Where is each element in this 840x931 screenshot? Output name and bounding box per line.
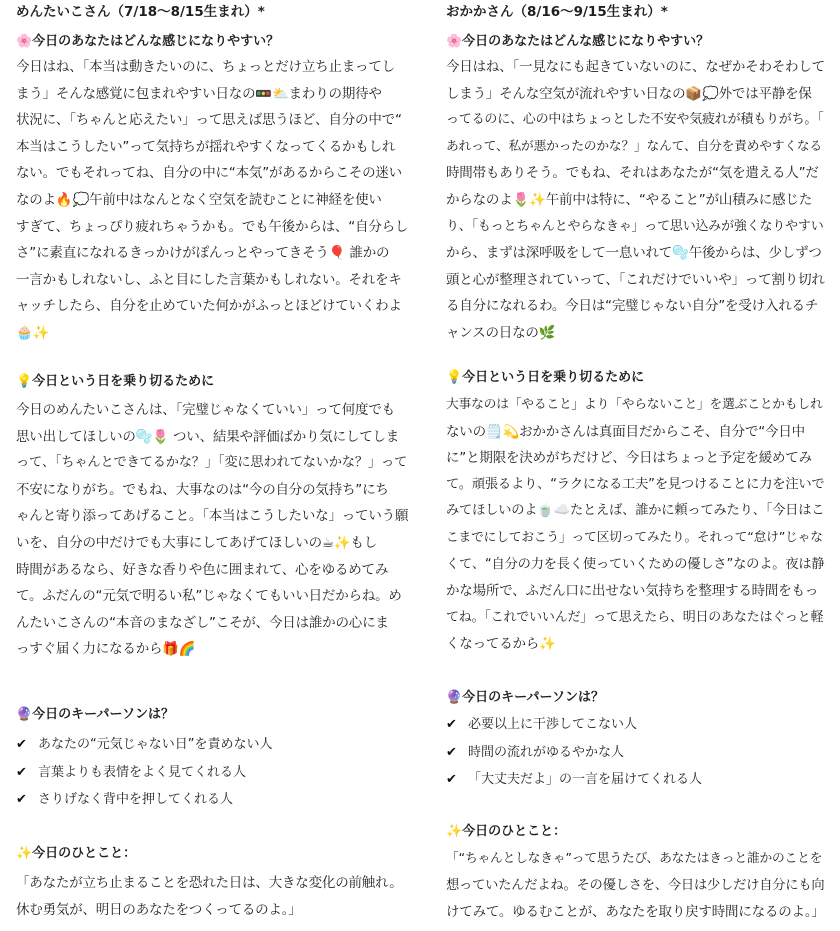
text-line: り、「もっとちゃんとやらなきゃ」って思い込みが強くなりやすい — [446, 218, 824, 234]
text-line: くなってるから✨ — [446, 636, 556, 653]
text-line: ャッチしたら、自分を止めていた何かがふっとほどけていくわよ — [16, 298, 402, 315]
text-line: ゃんと寄り添ってあげること。「本当はこうしたいな」っていう願 — [16, 508, 409, 525]
text-line: 時間があるなら、好きな香りや色に囲まれて、心をゆるめてみ — [16, 561, 389, 578]
text-line: あれって、私が悪かったのかな？」なんて、自分を責めやすくなる — [446, 138, 822, 154]
text-line: からなのよ🌷✨午前中は特に、“やること”が山積みに感じた — [446, 191, 813, 208]
section-heading-tips: 💡今日という日を乗り切るために — [16, 374, 215, 389]
text-line: みてほしいのよ🍵☁️たとえば、誰かに頼ってみたり、「今日はこ — [446, 503, 825, 519]
section-heading-keyperson: 🔮今日のキーパーソンは？ — [446, 690, 605, 705]
check-mark-icon: ✔ — [446, 744, 457, 760]
text-line: る自分になれるわ。今日は“完璧じゃない自分”を受け入れるチ — [446, 298, 819, 315]
section-body-tips — [446, 392, 828, 658]
list-item — [16, 759, 410, 787]
text-line: 想っていたんだよね。その優しさを、今日は少しだけ自分にも向 — [446, 877, 825, 893]
text-line: かな場所で、ふだん口に出せない気持ちを整理する時間をもっ — [446, 583, 819, 600]
text-line: いを、自分の中だけでも大事にしてあげてほしいの☕✨もし — [16, 534, 378, 551]
section-body-mood — [446, 54, 828, 347]
text-line: ない。でもそれってね、自分の中に“本気”があるからこその迷い — [16, 165, 402, 182]
text-line: て。ふだんの“元気で明るい私”じゃなくてもいい日だからね。め — [16, 588, 402, 605]
text-line: って、「ちゃんとできてるかな？」「変に思われてないかな？」って — [16, 455, 408, 471]
keyperson-list — [16, 731, 410, 814]
text-line: に”と期限を決めがちだけど、今日はちょっと予定を緩めてみ — [446, 450, 812, 467]
sign-title: めんたいこさん（7/18〜8/15生まれ）* — [16, 4, 265, 20]
list-item — [446, 766, 828, 794]
text-line: 一言かもしれないし、ふと目にした言葉かもしれない。それをキ — [16, 271, 402, 288]
text-line: てね。「これでいいんだ」って思えたら、明日のあなたはぐっと軽 — [446, 609, 824, 625]
list-item — [16, 786, 410, 814]
text-line: 🧁✨ — [16, 324, 50, 341]
text-line: まう」そんな感覚に包まれやすい日なの🚥⛅まわりの期待や — [16, 85, 382, 102]
keyperson-list — [446, 711, 828, 794]
section-heading-phrase: ✨今日のひとこと： — [16, 846, 137, 861]
text-line: こまでにしておこう」って区切ってみたり。それって“怠け”じゃな — [446, 529, 823, 545]
text-line: 「“ちゃんとしなきゃ”って思うたび、あなたはきっと誰かのことを — [446, 851, 823, 866]
section-heading-keyperson: 🔮今日のキーパーソンは？ — [16, 707, 175, 722]
section-body-tips — [16, 397, 410, 663]
text-line: けてみて。ゆるむことが、あなたを取り戻す時間になるのよ。」 — [446, 904, 825, 921]
check-mark-icon: ✔ — [16, 737, 27, 752]
text-line: っすぐ届く力になるから🎁🌈 — [16, 641, 196, 658]
check-mark-icon: ✔ — [16, 792, 27, 807]
text-line: しまう」そんな空気が流れやすい日なの📦💭外では平静を保 — [446, 85, 812, 102]
list-item — [446, 711, 828, 739]
check-mark-icon: ✔ — [446, 717, 457, 732]
text-line: 不安になりがち。でもね、大事なのは“今の自分の気持ち”にち — [16, 481, 389, 498]
check-mark-icon: ✔ — [16, 764, 27, 780]
list-item-text: さりげなく背中を押してくれる人 — [38, 792, 234, 807]
text-line: 今日はね、「一見なにも起きていないのに、なぜかそわそわして — [446, 59, 825, 75]
section-heading-phrase: ✨今日のひとこと： — [446, 824, 567, 839]
text-line: 「あなたが立ち止まることを恐れた日は、大きな変化の前触れ。 — [16, 875, 403, 891]
text-line: 本当はこうしたい”って気持ちが揺れやすくなってくるかもしれ — [16, 138, 396, 155]
text-line: 頭と心が整理されていって、「これだけでいいや」って割り切れ — [446, 271, 825, 288]
list-item-text: あなたの“元気じゃない日”を責めない人 — [38, 737, 273, 752]
section-body-mood — [16, 54, 410, 347]
section-heading-mood: 🌸今日のあなたはどんな感じになりやすい？ — [16, 34, 280, 49]
list-item-text: 言葉よりも表情をよく見てくれる人 — [38, 764, 247, 780]
text-line: ってるのに、心の中はちょっとした不安や気疲れが積もりがち。「 — [446, 112, 824, 128]
text-line: 状況に、「ちゃんと応えたい」って思えば思うほど、自分の中で“ — [16, 112, 402, 129]
list-item — [16, 731, 410, 759]
text-line: 思い出してほしいの🫧🌷 つい、結果や評価ばかり気にしてしま — [16, 428, 400, 445]
text-line: んたいこさんの“本音のまなざし”こそが、今日は誰かの心にま — [16, 614, 389, 631]
text-line: 休む勇気が、明日のあなたをつくってるのよ。」 — [16, 901, 302, 918]
list-item-text: 必要以上に干渉してこない人 — [468, 717, 638, 732]
text-line: 今日はね、「本当は動きたいのに、ちょっとだけ立ち止まってし — [16, 59, 395, 75]
text-line: 時間帯もありそう。でもね、それはあなたが“気を遣える人”だ — [446, 165, 819, 182]
list-item — [446, 739, 828, 767]
section-body-phrase — [446, 846, 828, 926]
text-line: すぎて、ちょっぴり疲れちゃうかも。でも午後からは、“自分らし — [16, 218, 409, 235]
text-line: ャンスの日なの🌿 — [446, 324, 556, 341]
text-line: 大事なのは「やること」より「やらないこと」を選ぶことかもしれ — [446, 397, 823, 412]
section-heading-tips: 💡今日という日を乗り切るために — [446, 370, 645, 385]
list-item-text: 時間の流れがゆるやかな人 — [468, 744, 625, 760]
section-body-phrase — [16, 870, 410, 923]
text-line: くて、“自分の力を長く使っていくための優しさ”なのよ。夜は静 — [446, 556, 825, 572]
section-heading-mood: 🌸今日のあなたはどんな感じになりやすい？ — [446, 34, 710, 49]
text-line: から、まずは深呼吸をして一息いれて🫧午後からは、少しずつ — [446, 245, 822, 262]
sign-title: おかかさん（8/16〜9/15生まれ）* — [446, 4, 668, 20]
list-item-text: 「大丈夫だよ」の一言を届けてくれる人 — [468, 772, 703, 787]
text-line: ないの🗒️💫おかかさんは真面目だからこそ、自分で“今日中 — [446, 423, 805, 440]
check-mark-icon: ✔ — [446, 772, 457, 787]
text-line: さ”に素直になれるきっかけがぽんっとやってきそう🎈 誰かの — [16, 245, 390, 262]
text-line: 今日のめんたいこさんは、「完璧じゃなくていい」って何度でも — [16, 402, 395, 418]
text-line: なのよ🔥💭午前中はなんとなく空気を読むことに神経を使い — [16, 191, 382, 208]
text-line: て。頑張るより、“ラクになる工夫”を見つけることに力を注いで — [446, 476, 825, 492]
